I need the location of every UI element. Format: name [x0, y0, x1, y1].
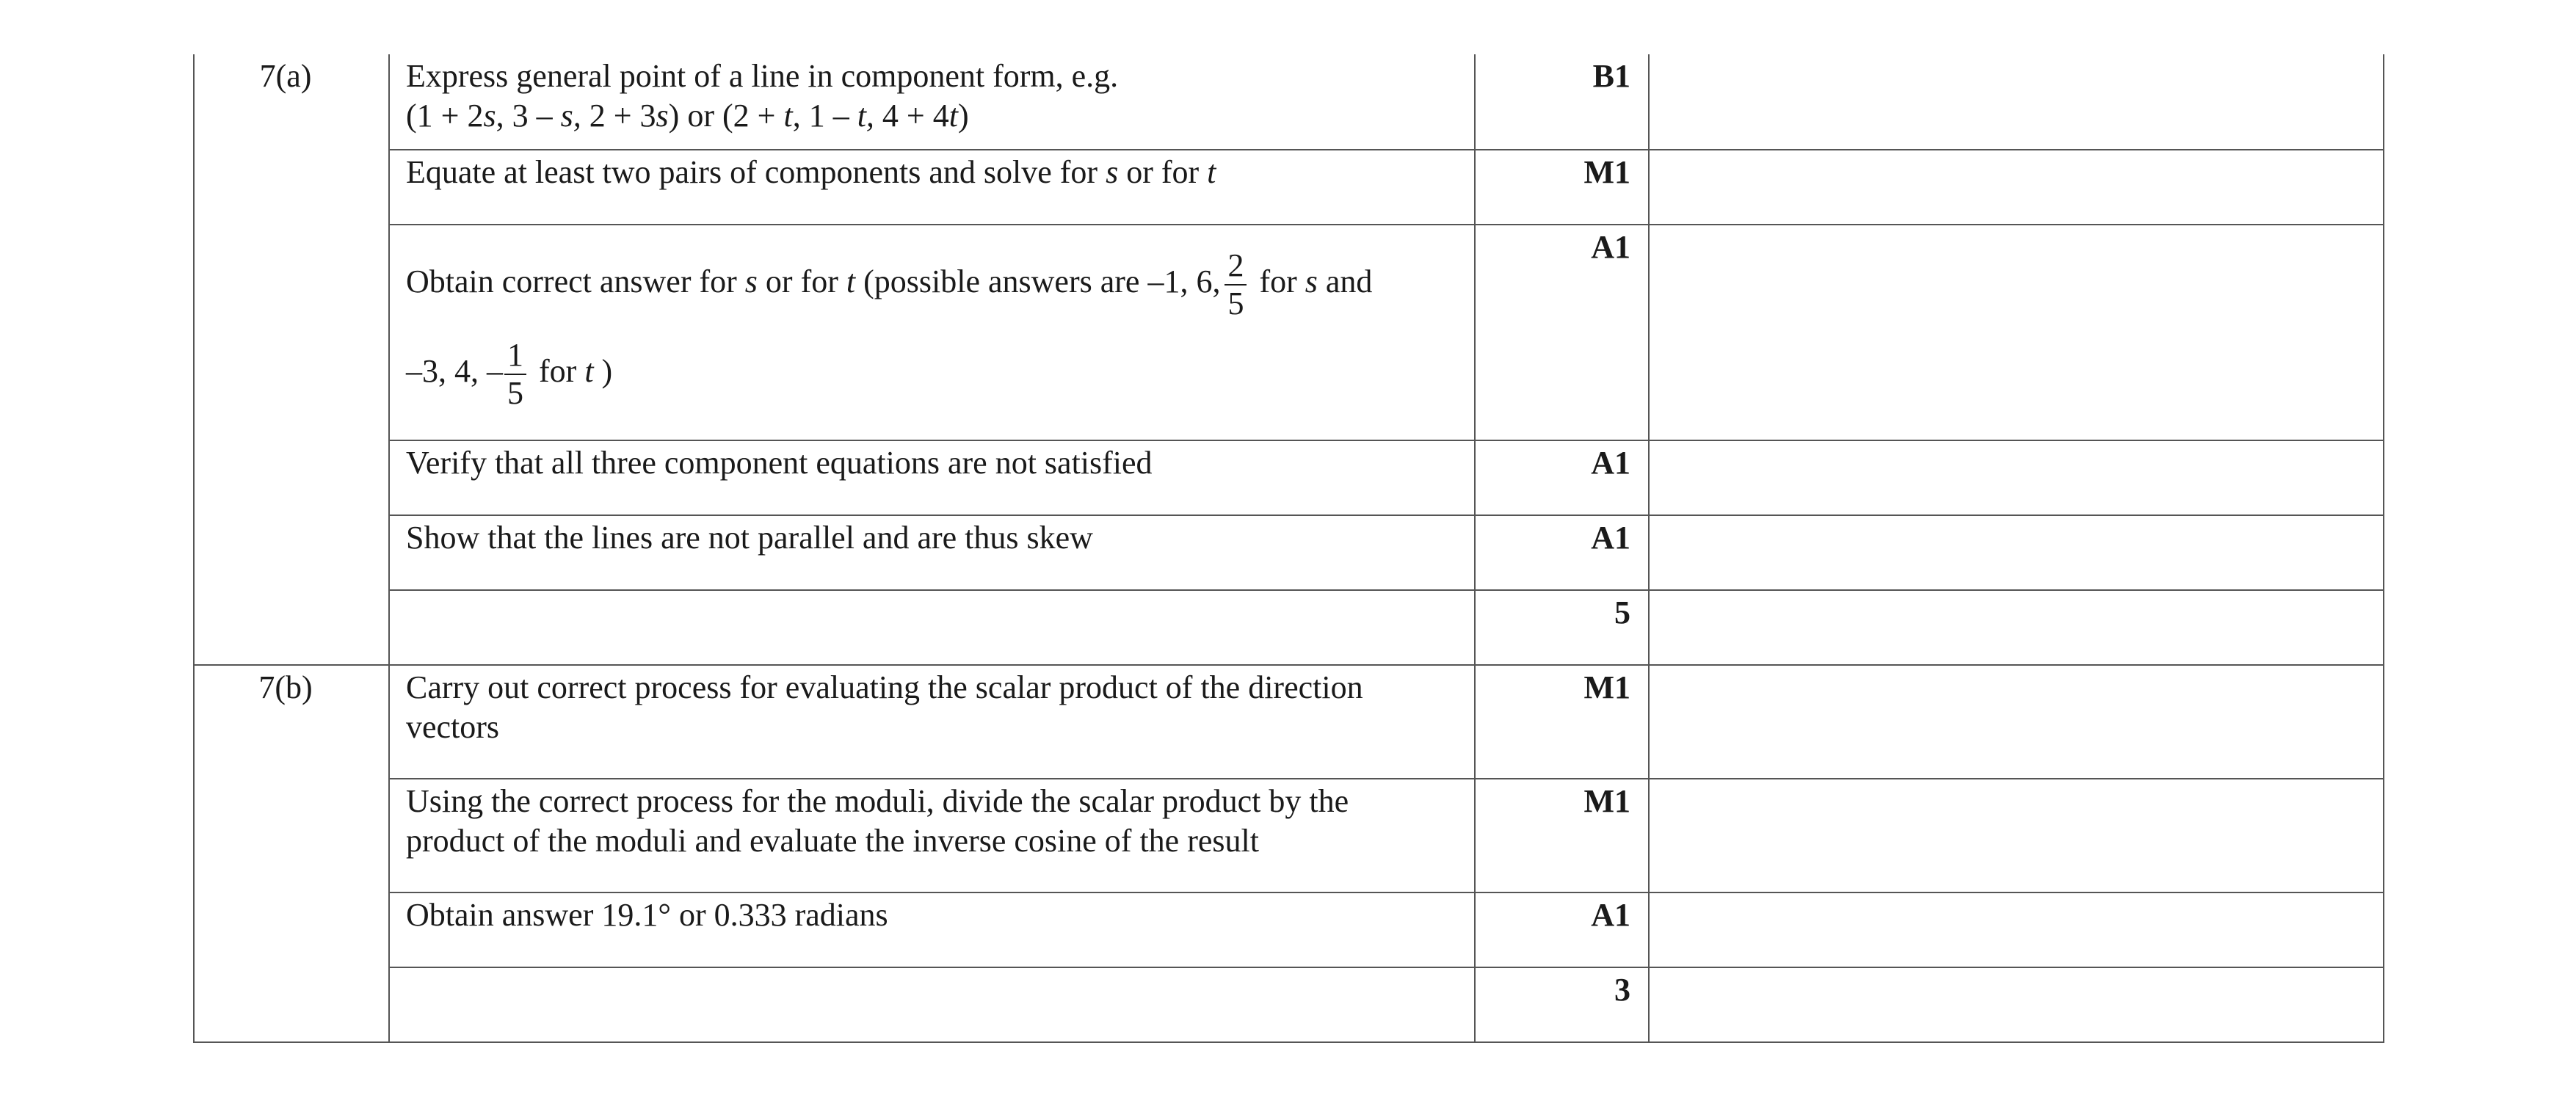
fraction: $\frac{2}{5}$ [1224, 247, 1247, 322]
mark-code: B1 [1592, 58, 1630, 94]
marks-cell [1475, 225, 1649, 440]
mark-scheme-row [194, 515, 2384, 590]
mark-scheme-row [194, 54, 2384, 150]
mark-scheme-row [194, 225, 2384, 440]
answer-cell [389, 54, 1475, 150]
mark-code: A1 [1591, 897, 1630, 933]
answer-cell [389, 967, 1475, 1042]
guidance-cell [1649, 590, 2384, 665]
answer-cell [389, 892, 1475, 967]
answer-text: vectors [406, 709, 500, 745]
marks-cell [1475, 515, 1649, 590]
answer-text: (1 + 2s, 3 – s, 2 + 3s) or (2 + t, 1 – t, 4 + 4t) [406, 98, 969, 134]
answer-cell [389, 440, 1475, 515]
guidance-cell [1649, 440, 2384, 515]
question-label: 7(b) [258, 669, 313, 705]
fraction: $\frac{1}{5}$ [504, 337, 526, 412]
answer-text: Express general point of a line in component form, e.g. [406, 58, 1119, 94]
answer-cell [389, 225, 1475, 440]
answer-text: Carry out correct process for evaluating the scalar product of the direction [406, 669, 1363, 705]
guidance-cell [1649, 150, 2384, 225]
marks-cell [1475, 440, 1649, 515]
answer-cell [389, 590, 1475, 665]
answer-cell [389, 150, 1475, 225]
answer-cell [389, 779, 1475, 892]
answer-cell [389, 665, 1475, 779]
question-cell [194, 665, 389, 1042]
guidance-cell [1649, 779, 2384, 892]
marks-cell [1475, 150, 1649, 225]
answer-text: Verify that all three component equations are not satisfied [406, 445, 1153, 481]
answer-cell [389, 515, 1475, 590]
question-cell [194, 54, 389, 665]
answer-text: Show that the lines are not parallel and are thus skew [406, 520, 1093, 556]
mark-code: M1 [1583, 669, 1630, 705]
mark-scheme-row [194, 665, 2384, 779]
total-marks: 3 [1614, 972, 1630, 1008]
mark-scheme-row [194, 150, 2384, 225]
mark-code: A1 [1591, 229, 1630, 265]
total-marks: 5 [1614, 595, 1630, 630]
total-row [194, 590, 2384, 665]
mark-scheme-row [194, 779, 2384, 892]
question-label: 7(a) [259, 58, 312, 94]
mark-scheme-table [193, 54, 2384, 1043]
mark-code: M1 [1583, 783, 1630, 819]
answer-text: Obtain answer 19.1° or 0.333 radians [406, 897, 888, 933]
answer-text: –3, 4, – $\frac{1}{5}$ for t ) [406, 336, 613, 411]
guidance-cell [1649, 54, 2384, 150]
guidance-cell [1649, 515, 2384, 590]
answer-text: product of the moduli and evaluate the inverse cosine of the result [406, 823, 1259, 859]
mark-scheme-row [194, 892, 2384, 967]
mark-code: M1 [1583, 154, 1630, 190]
marks-cell [1475, 590, 1649, 665]
marks-cell [1475, 779, 1649, 892]
marks-cell [1475, 665, 1649, 779]
mark-code: A1 [1591, 445, 1630, 481]
marks-cell [1475, 54, 1649, 150]
guidance-cell [1649, 892, 2384, 967]
mark-code: A1 [1591, 520, 1630, 556]
marks-cell [1475, 892, 1649, 967]
total-row [194, 967, 2384, 1042]
answer-text: Using the correct process for the moduli, divide the scalar product by the [406, 783, 1349, 819]
guidance-cell [1649, 225, 2384, 440]
guidance-cell [1649, 967, 2384, 1042]
answer-text: Equate at least two pairs of components and solve for s or for t [406, 154, 1216, 190]
answer-text: Obtain correct answer for s or for t (possible answers are –1, 6, $\frac{2}{5}$ for s and [406, 247, 1373, 321]
marks-cell [1475, 967, 1649, 1042]
guidance-cell [1649, 665, 2384, 779]
mark-scheme-row [194, 440, 2384, 515]
